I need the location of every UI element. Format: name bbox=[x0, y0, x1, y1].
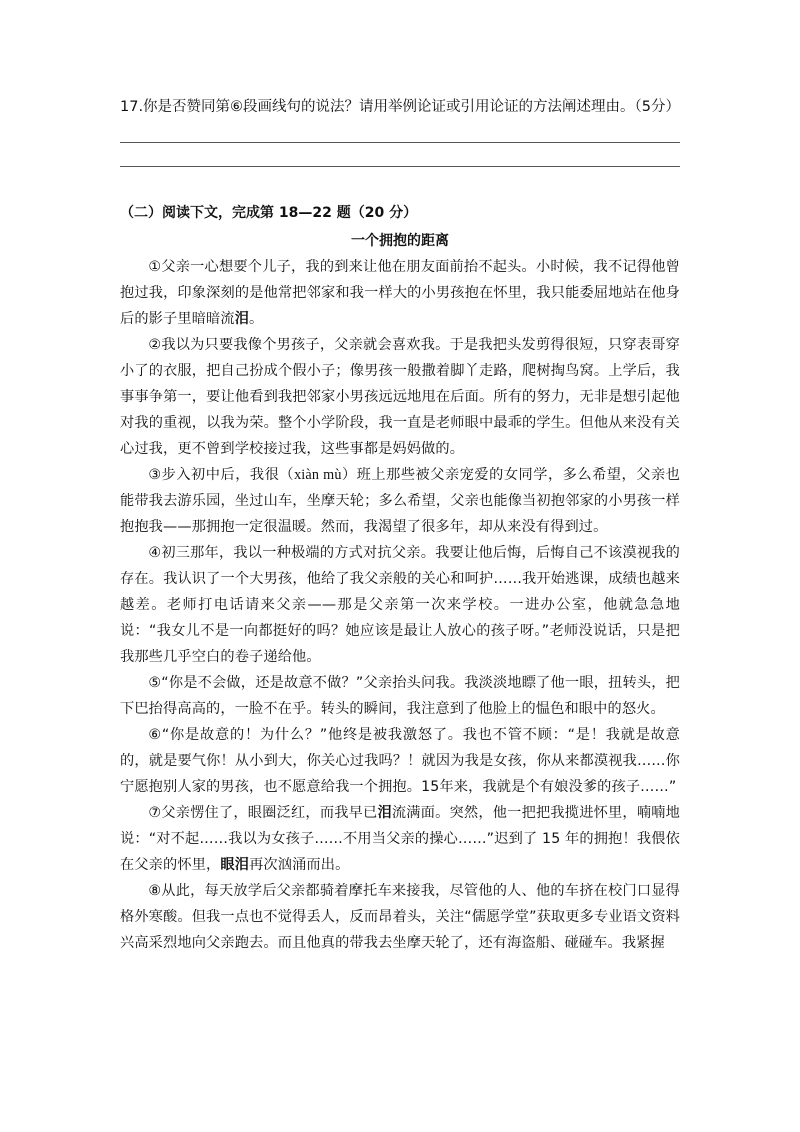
paragraph-4: ④初三那年，我以一种极端的方式对抗父亲。我要让他后悔，后悔自己不该漠视我的存在。我认识了一个大男孩，他给了我父亲般的关心和呵护……我开始逃课，成绩也越来越差。老师打电话请来父亲——那是父亲第一次来学校。一进办公室，他就急急地说：“我女儿不是一向都挺好的吗？她应该是最让人放心的孩子呀。”老师没说话，只是把我那些几乎空白的卷子递给他。 bbox=[120, 545, 680, 665]
paragraph-3-text-b: ）班上那些被父亲宠爱的女同学，多么希望，父亲也能带我去游乐园，坐过山车，坐摩天轮；多么希望，父亲也能像当初抱邻家的小男孩一样抱抱我——那拥抱一定很温暖。然而，我渴望了很多年，却从来没有得到过。 bbox=[120, 467, 680, 535]
paragraph-3-pinyin: xiàn mù bbox=[294, 467, 342, 483]
answer-line-1 bbox=[120, 142, 680, 143]
paragraph-3-text-a: ③步入初中后，我很（ bbox=[148, 467, 295, 483]
paragraph-8: ⑧从此，每天放学后父亲都骑着摩托车来接我，尽管他的人、他的车挤在校门口显得格外寒酸。但我一点也不觉得丢人，反而昂着头，关注“儒愿学堂”获取更多专业语文资料兴高采烈地向父亲跑去。而且他真的带我去坐摩天轮了，还有海盗船、碰碰车。我紧握 bbox=[120, 883, 680, 951]
article-body bbox=[120, 254, 680, 956]
paragraph-7 bbox=[120, 800, 680, 878]
paragraph-1-end: 。 bbox=[249, 311, 264, 327]
question-17: 17.你是否赞同第⑥段画线句的说法？请用举例论证或引用论证的方法阐述理由。（5分） bbox=[120, 99, 681, 115]
paragraph-6: ⑥“你是故意的！为什么？”他终是被我激怒了。我也不管不顾：“是！我就是故意的，就是要气你！从小到大，你关心过我吗？！就因为我是女孩，你从来都漠视我……你宁愿抱别人家的男孩，也不愿意给我一个拥抱。15年来，我就是个有娘没爹的孩子……” bbox=[120, 727, 680, 795]
paragraph-1-text: ①父亲一心想要个儿子，我的到来让他在朋友面前抬不起头。小时候，我不记得他曾抱过我，印象深刻的是他常把邻家和我一样大的小男孩抱在怀里，我只能委屈地站在他身后的影子里暗暗流 bbox=[120, 259, 680, 327]
article-title: 一个拥抱的距离 bbox=[351, 233, 449, 249]
paragraph-1-bold-char: 泪 bbox=[234, 311, 250, 327]
paragraph-7-text-a: ⑦父亲愣住了，眼圈泛红，而我早已 bbox=[148, 805, 378, 821]
paragraph-7-bold-2: 眼泪 bbox=[220, 857, 250, 873]
paragraph-7-text-b: 流满面。突然，他一把把我揽进怀里，喃喃地说：“对不起……我以为女孩子……不用当父亲的操心……”迟到了 15 年的拥抱！我偎依在父亲的怀里， bbox=[120, 805, 680, 873]
paragraph-7-text-c: 再次汹涌而出。 bbox=[249, 857, 350, 873]
answer-line-2 bbox=[120, 166, 680, 167]
paragraph-5: ⑤“你是不会做，还是故意不做？”父亲抬头问我。我淡淡地瞟了他一眼，扭转头，把下巴抬得高高的，一脸不在乎。转头的瞬间，我注意到了他脸上的愠色和眼中的怒火。 bbox=[120, 675, 680, 717]
paragraph-7-bold-1: 泪 bbox=[377, 805, 392, 821]
section-2-heading: （二）阅读下文，完成第 18—22 题（20 分） bbox=[120, 205, 418, 221]
paragraph-1 bbox=[120, 254, 680, 332]
paragraph-2: ②我以为只要我像个男孩子，父亲就会喜欢我。于是我把头发剪得很短，只穿表哥穿小了的衣服，把自己扮成个假小子；像男孩一般撒着脚丫走路，爬树掏鸟窝。上学后，我事事争第一，要让他看到我把邻家小男孩远远地甩在后面。所有的努力，无非是想引起他对我的重视，以我为荣。整个小学阶段，我一直是老师眼中最乖的学生。但他从来没有关心过我，更不曾到学校接过我，这些事都是妈妈做的。 bbox=[120, 337, 680, 457]
paragraph-3 bbox=[120, 462, 680, 540]
